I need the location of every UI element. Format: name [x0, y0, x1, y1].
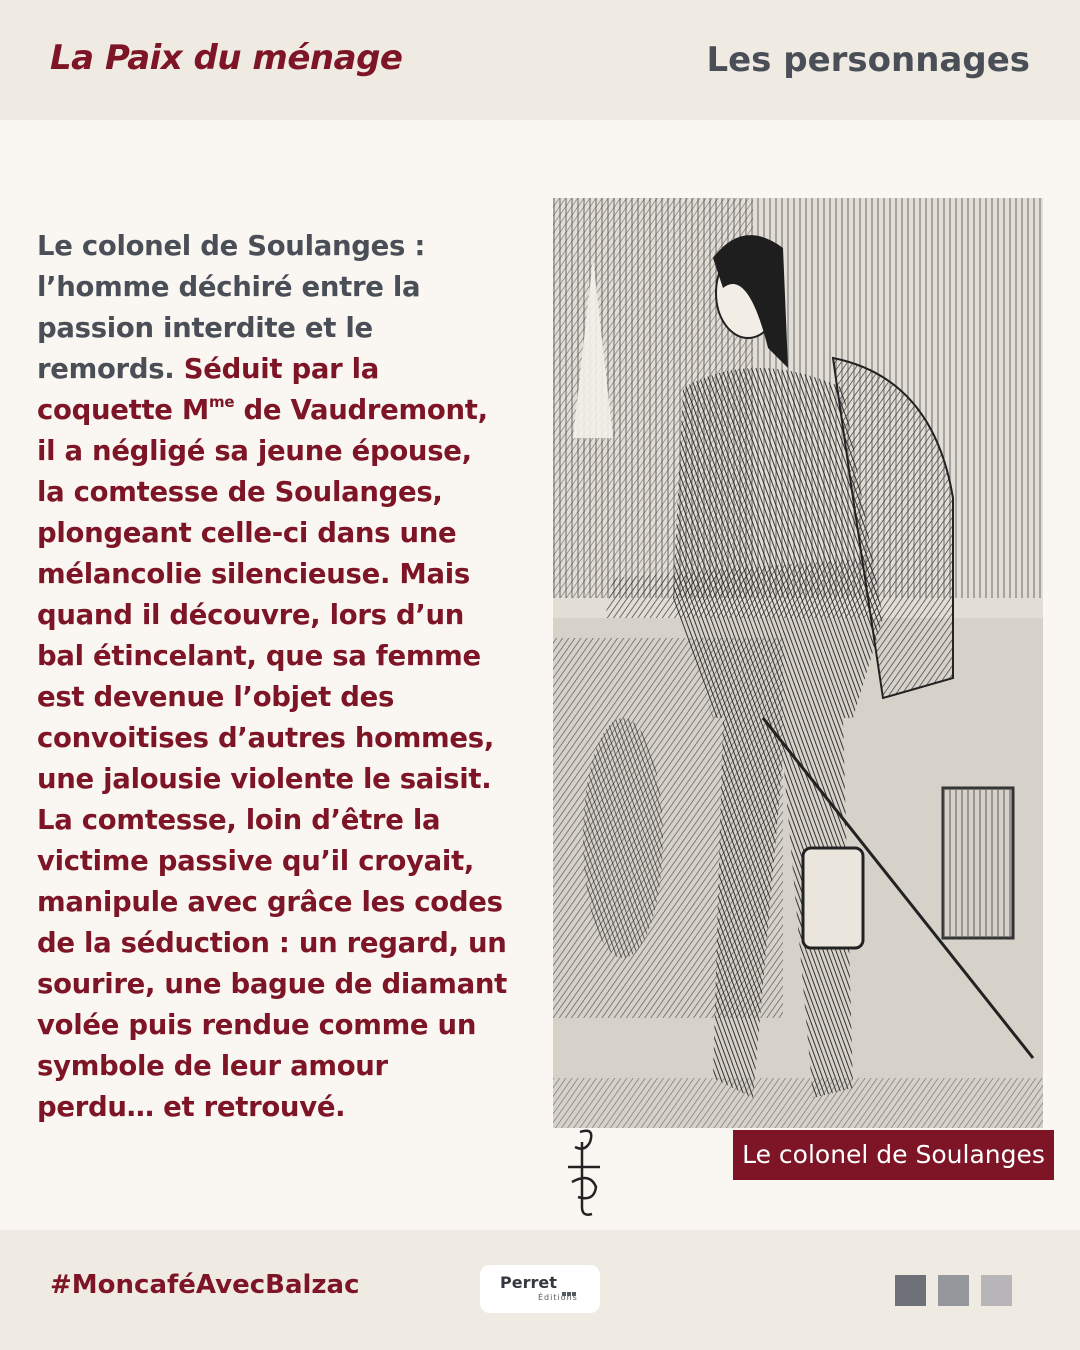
- description-lead: Le colonel de Soulanges : l’homme déchiré entre la passion interdite et le remords.: [37, 230, 426, 385]
- book-title: La Paix du ménage: [50, 38, 403, 78]
- indicator-square: [938, 1275, 969, 1306]
- logo-subtitle: Éditions: [538, 1293, 578, 1302]
- section-title: Les personnages: [706, 40, 1030, 80]
- character-description: [37, 226, 507, 1128]
- footer-band: [0, 1230, 1080, 1350]
- description-body-start: Séduit par la coquette M: [37, 353, 380, 426]
- header-band: [0, 0, 1080, 120]
- hashtag[interactable]: #MoncaféAvecBalzac: [50, 1270, 360, 1300]
- publisher-logo: [480, 1265, 600, 1313]
- artist-signature: [560, 1122, 610, 1222]
- logo-wordmark: Perret: [500, 1273, 557, 1292]
- indicator-square: [895, 1275, 926, 1306]
- illustration-caption: Le colonel de Soulanges: [733, 1130, 1054, 1180]
- engraving-illustration: [553, 198, 1043, 1128]
- indicator-square: [981, 1275, 1012, 1306]
- description-body-rest: de Vaudremont, il a négligé sa jeune épouse, la comtesse de Soulanges, plongeant celle-ci dans une mélancolie silencieuse. Mais quand il découvre, lors d’un bal étincelant, que sa femme est devenue l’objet des convoitises d’autres hommes, une jalousie violente le saisit. La comtesse, loin d’être la victime passive qu’il croyait, manipule avec grâce les codes de la séduction : un regard, un sourire, une bague de diamant volée puis rendue comme un symbole de leur amour perdu… et retrouvé.: [37, 394, 507, 1123]
- description-superscript: me: [209, 393, 235, 411]
